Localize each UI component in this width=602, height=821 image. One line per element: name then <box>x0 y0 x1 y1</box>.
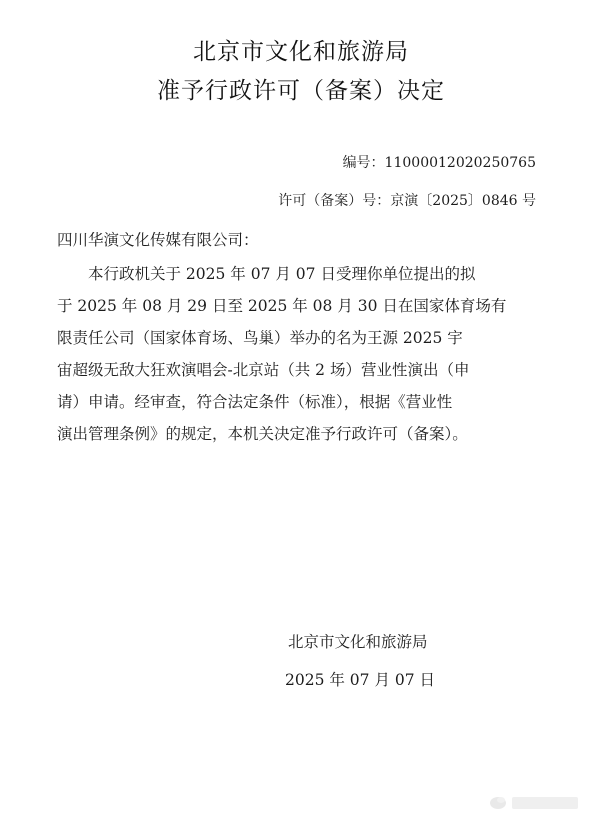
body-line: 请）申请。经审查，符合法定条件（标准），根据《营业性 <box>57 393 453 411</box>
addressee: 四川华演文化传媒有限公司： <box>57 231 259 249</box>
signature-organization: 北京市文化和旅游局 <box>288 633 428 651</box>
decision-body <box>57 258 542 450</box>
watermark-logo <box>488 787 584 815</box>
document-title-line-1: 北京市文化和旅游局 <box>193 39 409 65</box>
serial-number: 编号：11000012020250765 <box>342 155 536 171</box>
body-line: 演出管理条例》的规定，本机关决定准予行政许可（备案）。 <box>57 425 468 443</box>
body-line: 宙超级无敌大狂欢演唱会-北京站（共 2 场）营业性演出（申 <box>57 361 470 379</box>
body-line: 于 2025 年 08 月 29 日至 2025 年 08 月 30 日在国家体育场有 <box>57 297 507 315</box>
body-line: 本行政机关于 2025 年 07 月 07 日受理你单位提出的拟 <box>57 265 476 283</box>
signature-date: 2025 年 07 月 07 日 <box>285 671 436 689</box>
body-line: 限责任公司（国家体育场、鸟巢）举办的名为王源 2025 宇 <box>57 329 463 347</box>
document-title-line-2: 准予行政许可（备案）决定 <box>157 78 445 104</box>
permit-number: 许可（备案）号：京演〔2025〕0846 号 <box>278 193 536 209</box>
